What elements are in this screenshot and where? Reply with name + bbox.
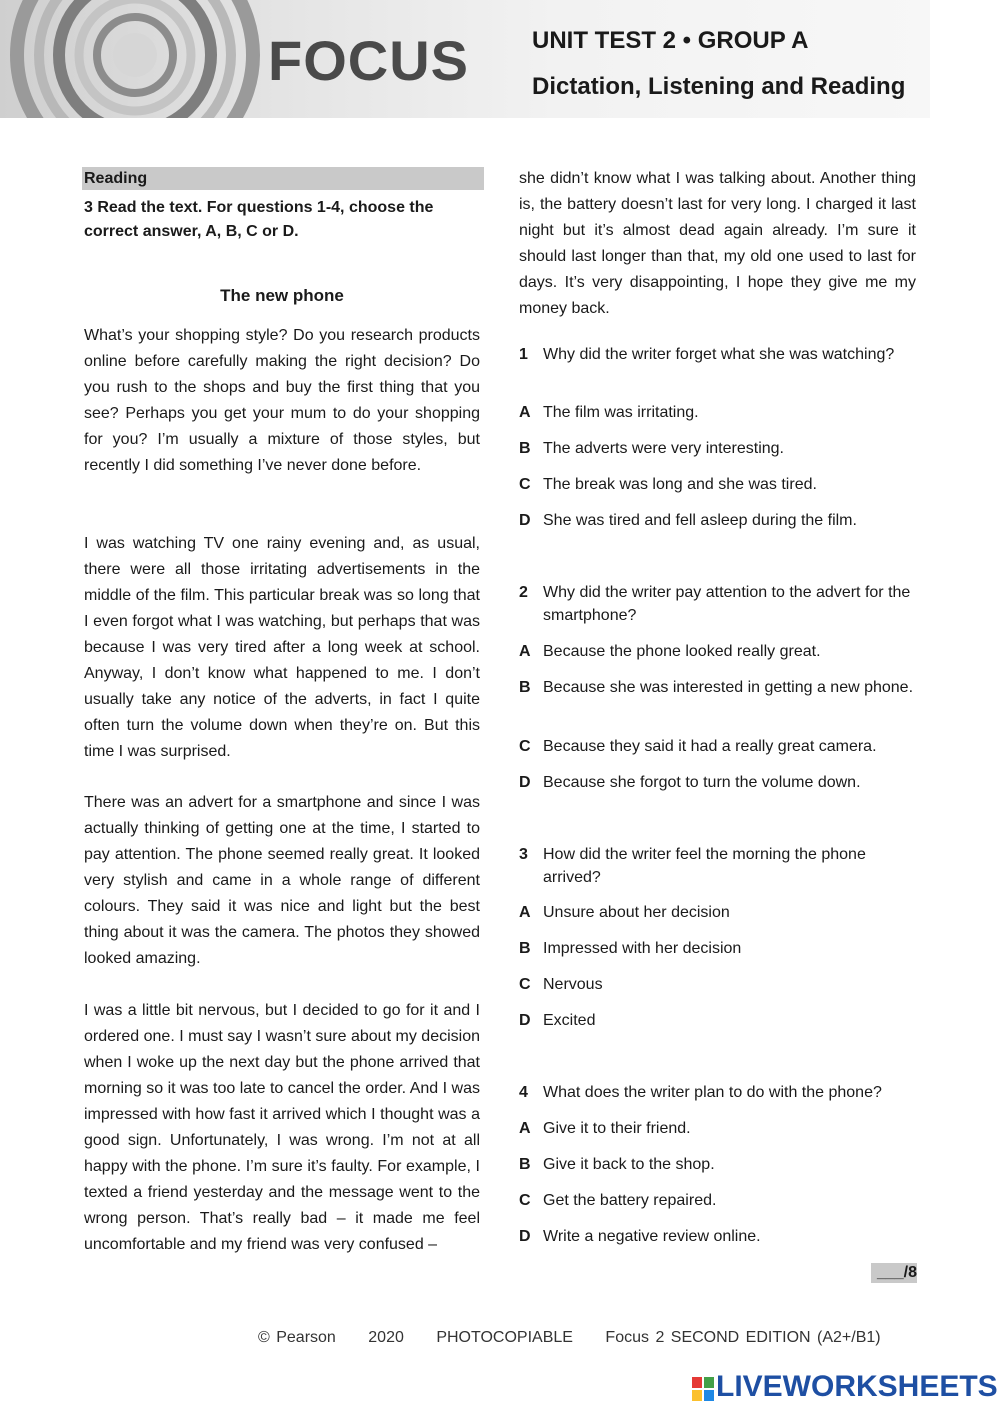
question-2: [519, 581, 919, 627]
option-key: A: [519, 404, 531, 421]
article-continuation: she didn’t know what I was talking about. Another thing is, the battery doesn’t last for very long. I charged it last night but it’s almost dead again already. I’m sure it should last longer than that, my old one used to last for days. It’s very disappointing, I hope they give me my money back.: [519, 170, 916, 317]
option-text: Because they said it had a really great camera.: [543, 738, 877, 755]
answer-option[interactable]: [519, 509, 919, 532]
option-text: The break was long and she was tired.: [543, 476, 817, 493]
photocopiable-label: PHOTOCOPIABLE: [436, 1329, 573, 1346]
question-number: 1: [519, 346, 528, 363]
answer-option[interactable]: [519, 1189, 919, 1212]
option-key: C: [519, 1192, 531, 1209]
option-key: D: [519, 1228, 531, 1245]
article-paragraph: I was a little bit nervous, but I decided to go for it and I ordered one. I must say I wasn’t sure about my decision when I woke up the next day but the phone arrived that morning so it was too late to cancel the order. And I was impressed with how fast it arrived which I thought was a good sign. Unfortunately, I was wrong. I’m not at all happy with the phone. I’m sure it’s faulty. For example, I texted a friend yesterday and the message went to the wrong person. That’s really bad – it made me feel uncomfortable and my friend was very confused –: [84, 1002, 480, 1253]
option-key: C: [519, 738, 531, 755]
option-text: Because she forgot to turn the volume down.: [543, 774, 861, 791]
option-text: Give it back to the shop.: [543, 1156, 715, 1173]
option-text: Because she was interested in getting a new phone.: [543, 679, 914, 696]
option-text: Because the phone looked really great.: [543, 643, 821, 660]
answer-option[interactable]: [519, 437, 919, 460]
article-title: The new phone: [220, 286, 344, 305]
option-text: The film was irritating.: [543, 404, 699, 421]
answer-option[interactable]: [519, 937, 919, 960]
question-number: 4: [519, 1084, 528, 1101]
option-key: B: [519, 679, 531, 696]
question-text: Why did the writer pay attention to the advert for the smartphone?: [543, 584, 911, 624]
option-key: A: [519, 643, 531, 660]
option-text: Give it to their friend.: [543, 1120, 691, 1137]
brand-logo: FOCUS: [268, 29, 469, 92]
option-key: D: [519, 1012, 531, 1029]
question-text: Why did the writer forget what she was watching?: [543, 346, 895, 363]
option-text: Nervous: [543, 976, 603, 993]
answer-option[interactable]: [519, 1117, 919, 1140]
liveworksheets-watermark[interactable]: LIVEWORKSHEETS: [716, 1370, 998, 1403]
answer-option[interactable]: [519, 676, 919, 699]
option-text: Unsure about her decision: [543, 904, 730, 921]
option-key: B: [519, 1156, 531, 1173]
edition-label: Focus 2 SECOND EDITION (A2+/B1): [605, 1329, 881, 1346]
article-paragraph: What’s your shopping style? Do you research products online before carefully making the right decision? Do you rush to the shops and buy the first thing that you see? Perhaps you get your mum to do your shopping for you? I’m usually a mixture of those styles, but recently I did something I’ve never done before.: [84, 327, 480, 474]
answer-option[interactable]: [519, 1009, 919, 1032]
option-text: Impressed with her decision: [543, 940, 742, 957]
liveworksheets-logo-icon: [692, 1377, 714, 1401]
answer-option[interactable]: [519, 1153, 919, 1176]
article-paragraph: There was an advert for a smartphone and since I was actually thinking of getting one at the time, I started to pay attention. The phone seemed really great. It looked very stylish and came in a whole range of different colours. They said it was nice and light but the best thing about it was the camera. The photos they showed looked amazing.: [84, 794, 480, 967]
option-key: C: [519, 476, 531, 493]
section-label: Reading: [82, 167, 484, 190]
answer-option[interactable]: [519, 735, 919, 758]
option-key: B: [519, 940, 531, 957]
year: 2020: [368, 1329, 404, 1346]
answer-option[interactable]: [519, 473, 919, 496]
option-text: Get the battery repaired.: [543, 1192, 717, 1209]
option-key: B: [519, 440, 531, 457]
answer-option[interactable]: [519, 640, 919, 663]
score-box: ___/8: [871, 1263, 917, 1283]
question-number: 3: [519, 846, 528, 863]
option-text: She was tired and fell asleep during the film.: [543, 512, 857, 529]
option-key: A: [519, 1120, 531, 1137]
instructions: 3 Read the text. For questions 1-4, choose the correct answer, A, B, C or D.: [84, 199, 434, 240]
answer-option[interactable]: [519, 901, 919, 924]
unit-test-title: UNIT TEST 2 • GROUP A: [532, 27, 809, 54]
copyright: © Pearson: [258, 1329, 336, 1346]
page-footer: [258, 1329, 907, 1347]
option-key: D: [519, 512, 531, 529]
option-key: D: [519, 774, 531, 791]
question-3: [519, 843, 919, 889]
question-4: [519, 1081, 919, 1104]
focus-logo-rings-icon: [10, 0, 260, 118]
answer-option[interactable]: [519, 973, 919, 996]
answer-option[interactable]: [519, 771, 919, 794]
option-key: A: [519, 904, 531, 921]
question-text: How did the writer feel the morning the phone arrived?: [543, 846, 866, 886]
article-paragraph: I was watching TV one rainy evening and, as usual, there were all those irritating advertisements in the middle of the film. This particular break was so long that I even forgot what I was watching, but perhaps that was because I was very tired after a long week at school. Anyway, I don’t know what happened to me. I don’t usually take any notice of the adverts, in fact I quite often turn the volume down when they’re on. But this time I was surprised.: [84, 535, 480, 760]
page-header: [0, 0, 930, 118]
option-text: Write a negative review online.: [543, 1228, 761, 1245]
question-number: 2: [519, 584, 528, 601]
option-key: C: [519, 976, 531, 993]
option-text: Excited: [543, 1012, 596, 1029]
answer-option[interactable]: [519, 1225, 919, 1248]
answer-option[interactable]: [519, 401, 919, 424]
question-text: What does the writer plan to do with the phone?: [543, 1084, 882, 1101]
test-subtitle: Dictation, Listening and Reading: [532, 73, 906, 100]
question-1: [519, 343, 919, 366]
option-text: The adverts were very interesting.: [543, 440, 784, 457]
